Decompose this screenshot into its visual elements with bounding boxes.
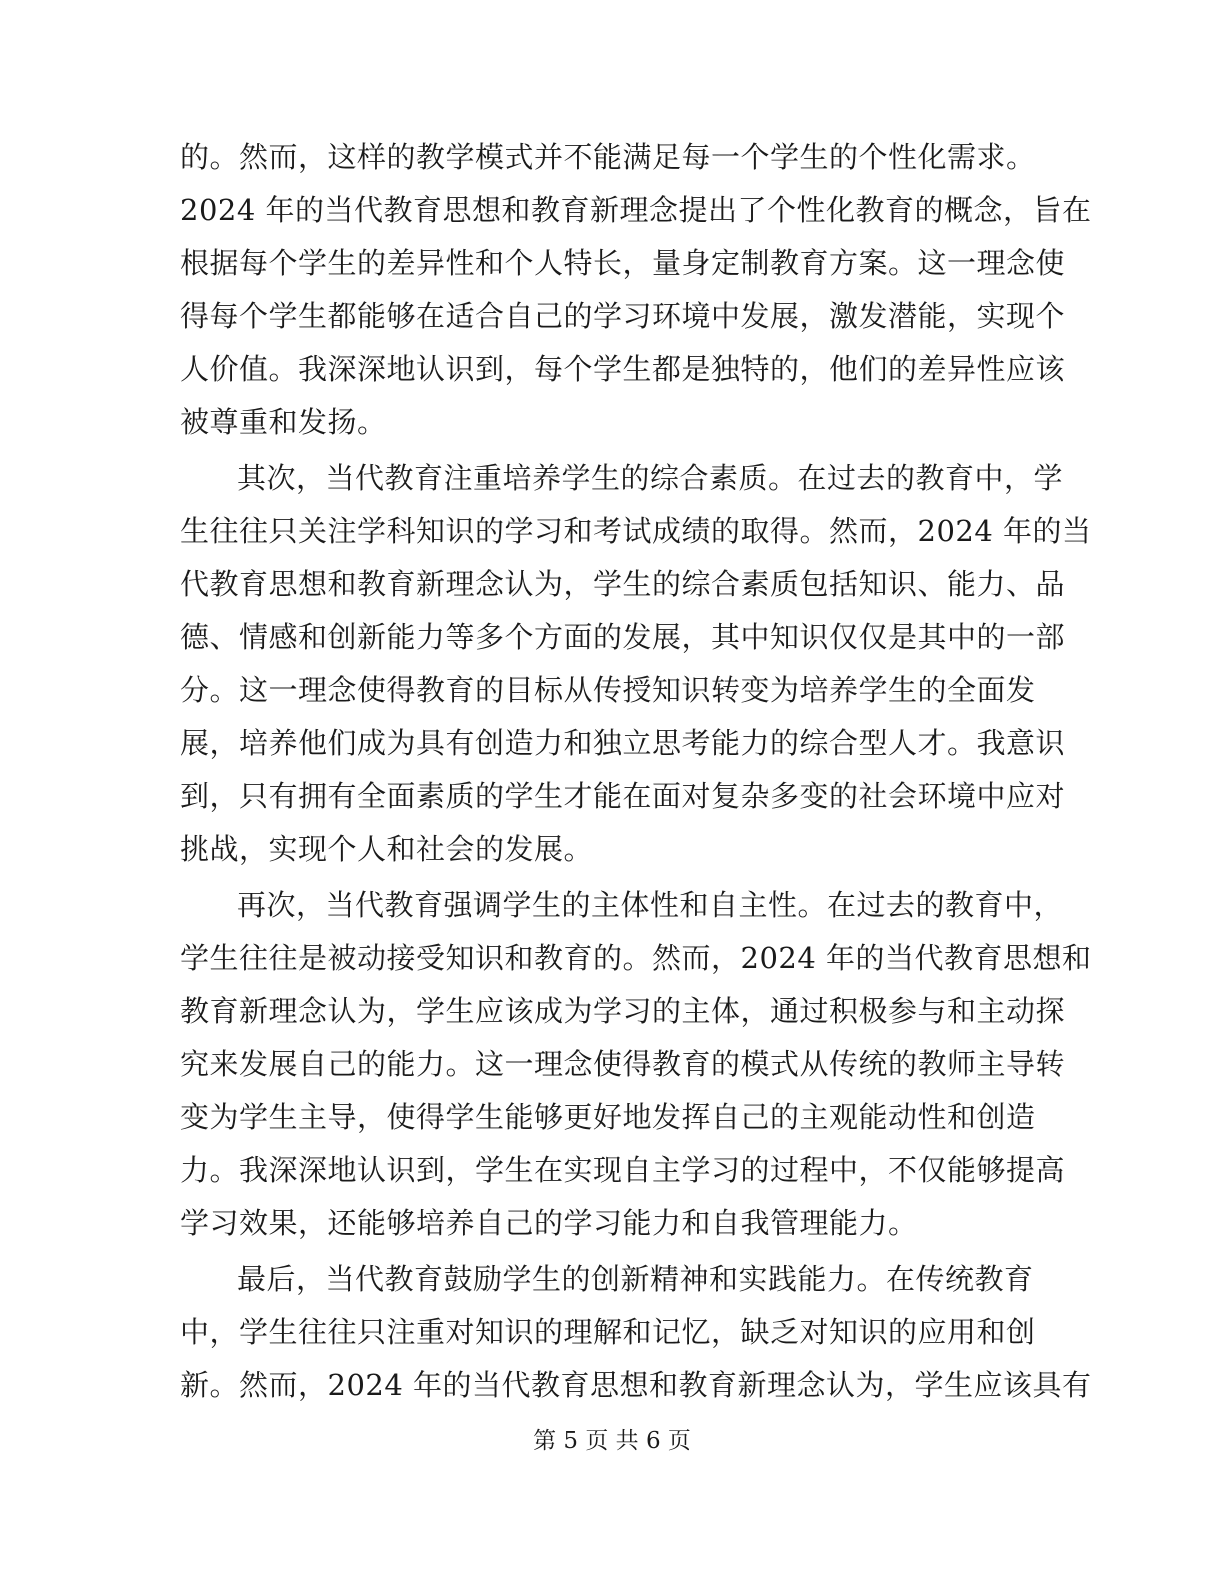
- text-line-20: 力。我深深地认识到，学生在实现自主学习的过程中，不仅能够提高: [180, 1153, 1066, 1187]
- text-line-14: 挑战，实现个人和社会的发展。: [180, 832, 594, 866]
- text-line-1: 的。然而，这样的教学模式并不能满足每一个学生的个性化需求。: [180, 140, 1036, 174]
- page-footer: 第 5 页 共 6 页: [533, 1428, 691, 1454]
- text-line-13: 到，只有拥有全面素质的学生才能在面对复杂多变的社会环境中应对: [180, 779, 1066, 813]
- text-line-16: 学生往往是被动接受知识和教育的。然而，2024 年的当代教育思想和: [180, 941, 1092, 975]
- text-line-23: 中，学生往往只注重对知识的理解和记忆，缺乏对知识的应用和创: [180, 1315, 1036, 1349]
- text-line-15: 再次，当代教育强调学生的主体性和自主性。在过去的教育中，: [237, 888, 1064, 922]
- text-line-22: 最后，当代教育鼓励学生的创新精神和实践能力。在传统教育: [237, 1262, 1034, 1296]
- text-line-10: 德、情感和创新能力等多个方面的发展，其中知识仅仅是其中的一部: [180, 620, 1066, 654]
- text-line-18: 究来发展自己的能力。这一理念使得教育的模式从传统的教师主导转: [180, 1047, 1066, 1081]
- text-line-24: 新。然而，2024 年的当代教育思想和教育新理念认为，学生应该具有: [180, 1368, 1092, 1402]
- text-line-11: 分。这一理念使得教育的目标从传授知识转变为培养学生的全面发: [180, 673, 1036, 707]
- text-line-6: 被尊重和发扬。: [180, 405, 387, 439]
- text-line-3: 根据每个学生的差异性和个人特长，量身定制教育方案。这一理念使: [180, 246, 1066, 280]
- text-line-7: 其次，当代教育注重培养学生的综合素质。在过去的教育中，学: [237, 461, 1064, 495]
- text-line-21: 学习效果，还能够培养自己的学习能力和自我管理能力。: [180, 1206, 918, 1240]
- text-line-2: 2024 年的当代教育思想和教育新理念提出了个性化教育的概念，旨在: [180, 193, 1092, 227]
- text-line-17: 教育新理念认为，学生应该成为学习的主体，通过积极参与和主动探: [180, 994, 1066, 1028]
- text-line-12: 展，培养他们成为具有创造力和独立思考能力的综合型人才。我意识: [180, 726, 1066, 760]
- text-line-4: 得每个学生都能够在适合自己的学习环境中发展，激发潜能，实现个: [180, 299, 1066, 333]
- text-line-19: 变为学生主导，使得学生能够更好地发挥自己的主观能动性和创造: [180, 1100, 1036, 1134]
- text-line-8: 生往往只关注学科知识的学习和考试成绩的取得。然而，2024 年的当: [180, 514, 1092, 548]
- text-line-5: 人价值。我深深地认识到，每个学生都是独特的，他们的差异性应该: [180, 352, 1066, 386]
- text-line-9: 代教育思想和教育新理念认为，学生的综合素质包括知识、能力、品: [180, 567, 1066, 601]
